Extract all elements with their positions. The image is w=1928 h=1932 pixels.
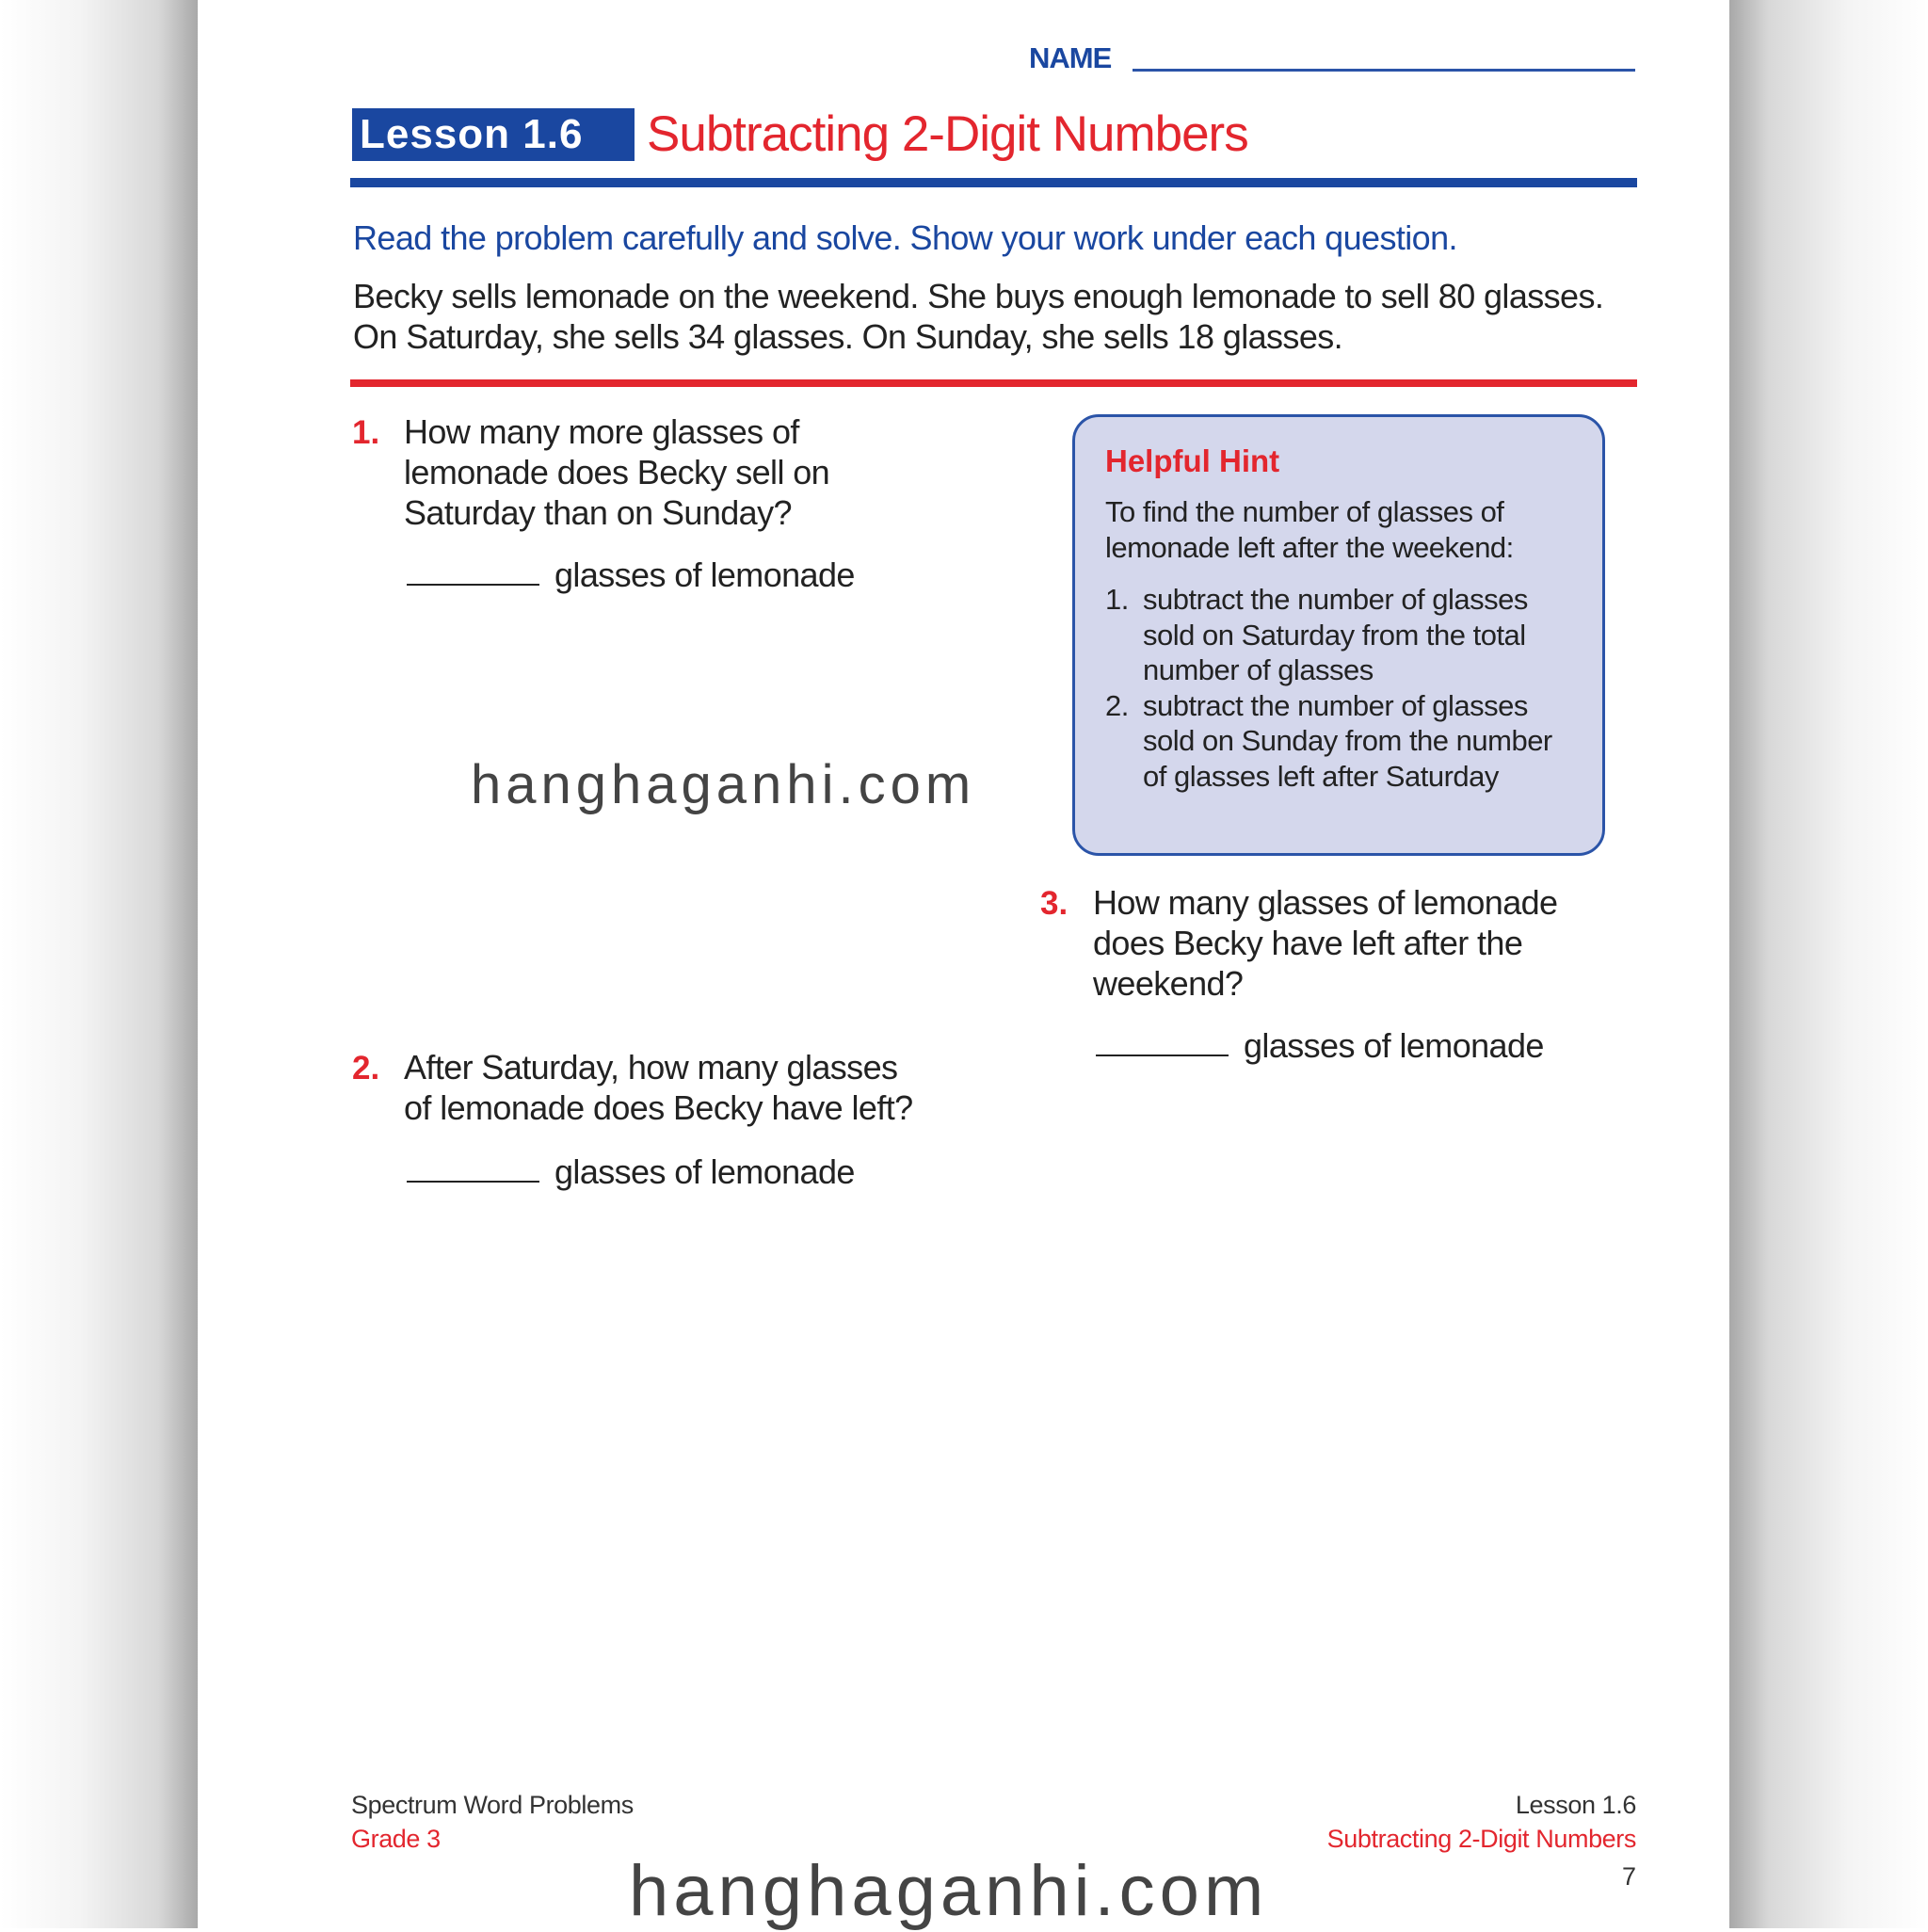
watermark-text: hanghaganhi.com	[471, 754, 976, 815]
answer-blank[interactable]	[1096, 1055, 1229, 1056]
hint-step-line: number of glasses	[1143, 653, 1374, 687]
lesson-title: Subtracting 2-Digit Numbers	[647, 106, 1248, 162]
hint-intro-line: lemonade left after the weekend:	[1105, 531, 1514, 564]
hint-step-2	[1105, 688, 1552, 795]
helpful-hint-box	[1072, 414, 1605, 856]
name-label: NAME	[1029, 41, 1112, 74]
hint-intro	[1105, 494, 1514, 566]
header-divider	[350, 178, 1637, 187]
page-shadow-left	[0, 0, 198, 1928]
answer-blank[interactable]	[407, 584, 539, 586]
page-shadow-right	[1729, 0, 1928, 1928]
question-line: lemonade does Becky sell on	[404, 453, 830, 491]
footer-series-title: Spectrum Word Problems	[351, 1791, 634, 1819]
hint-steps	[1105, 582, 1552, 795]
answer-blank[interactable]	[407, 1181, 539, 1183]
story-problem	[353, 276, 1603, 357]
hint-step-number: 1.	[1105, 583, 1129, 616]
instructions: Read the problem carefully and solve. Show your work under each question.	[353, 218, 1457, 257]
question-line: Saturday than on Sunday?	[404, 493, 792, 532]
footer-lesson: Lesson 1.6	[1515, 1791, 1636, 1819]
footer-grade: Grade 3	[351, 1825, 441, 1853]
question-text	[1093, 882, 1557, 1004]
hint-step-line: sold on Saturday from the total	[1143, 618, 1526, 652]
question-line: How many more glasses of	[404, 412, 799, 451]
question-number: 3.	[1040, 885, 1068, 922]
question-line: of lemonade does Becky have left?	[404, 1088, 913, 1127]
hint-step-line: subtract the number of glasses	[1143, 688, 1528, 722]
hint-step-1	[1105, 582, 1552, 688]
answer-unit: glasses of lemonade	[554, 1152, 855, 1191]
lesson-badge: Lesson 1.6	[352, 108, 635, 161]
story-line: Becky sells lemonade on the weekend. She buys enough lemonade to sell 80 glasses.	[353, 277, 1604, 315]
answer-unit: glasses of lemonade	[554, 555, 855, 594]
question-line: After Saturday, how many glasses	[404, 1048, 898, 1087]
question-line: How many glasses of lemonade	[1093, 883, 1558, 922]
question-number: 1.	[352, 414, 380, 451]
footer-lesson-title: Subtracting 2-Digit Numbers	[1326, 1825, 1636, 1853]
hint-intro-line: To find the number of glasses of	[1105, 495, 1504, 528]
question-text	[404, 411, 829, 533]
answer-row-2	[407, 1152, 855, 1192]
hint-step-number: 2.	[1105, 688, 1129, 722]
question-line: does Becky have left after the	[1093, 924, 1523, 962]
story-divider	[350, 379, 1637, 387]
page-number: 7	[1621, 1862, 1636, 1891]
name-entry-line[interactable]	[1133, 69, 1635, 72]
hint-step-line: sold on Sunday from the number	[1143, 724, 1552, 758]
hint-step-line: of glasses left after Saturday	[1143, 759, 1499, 793]
hint-step-line: subtract the number of glasses	[1143, 583, 1528, 616]
answer-unit: glasses of lemonade	[1244, 1026, 1544, 1065]
question-text	[404, 1047, 913, 1128]
answer-row-3	[1096, 1026, 1544, 1066]
hint-title: Helpful Hint	[1105, 443, 1280, 478]
answer-row-1	[407, 555, 855, 595]
question-line: weekend?	[1093, 964, 1244, 1003]
watermark-text: hanghaganhi.com	[629, 1851, 1269, 1931]
story-line: On Saturday, she sells 34 glasses. On Sunday, she sells 18 glasses.	[353, 317, 1343, 356]
question-number: 2.	[352, 1050, 380, 1087]
